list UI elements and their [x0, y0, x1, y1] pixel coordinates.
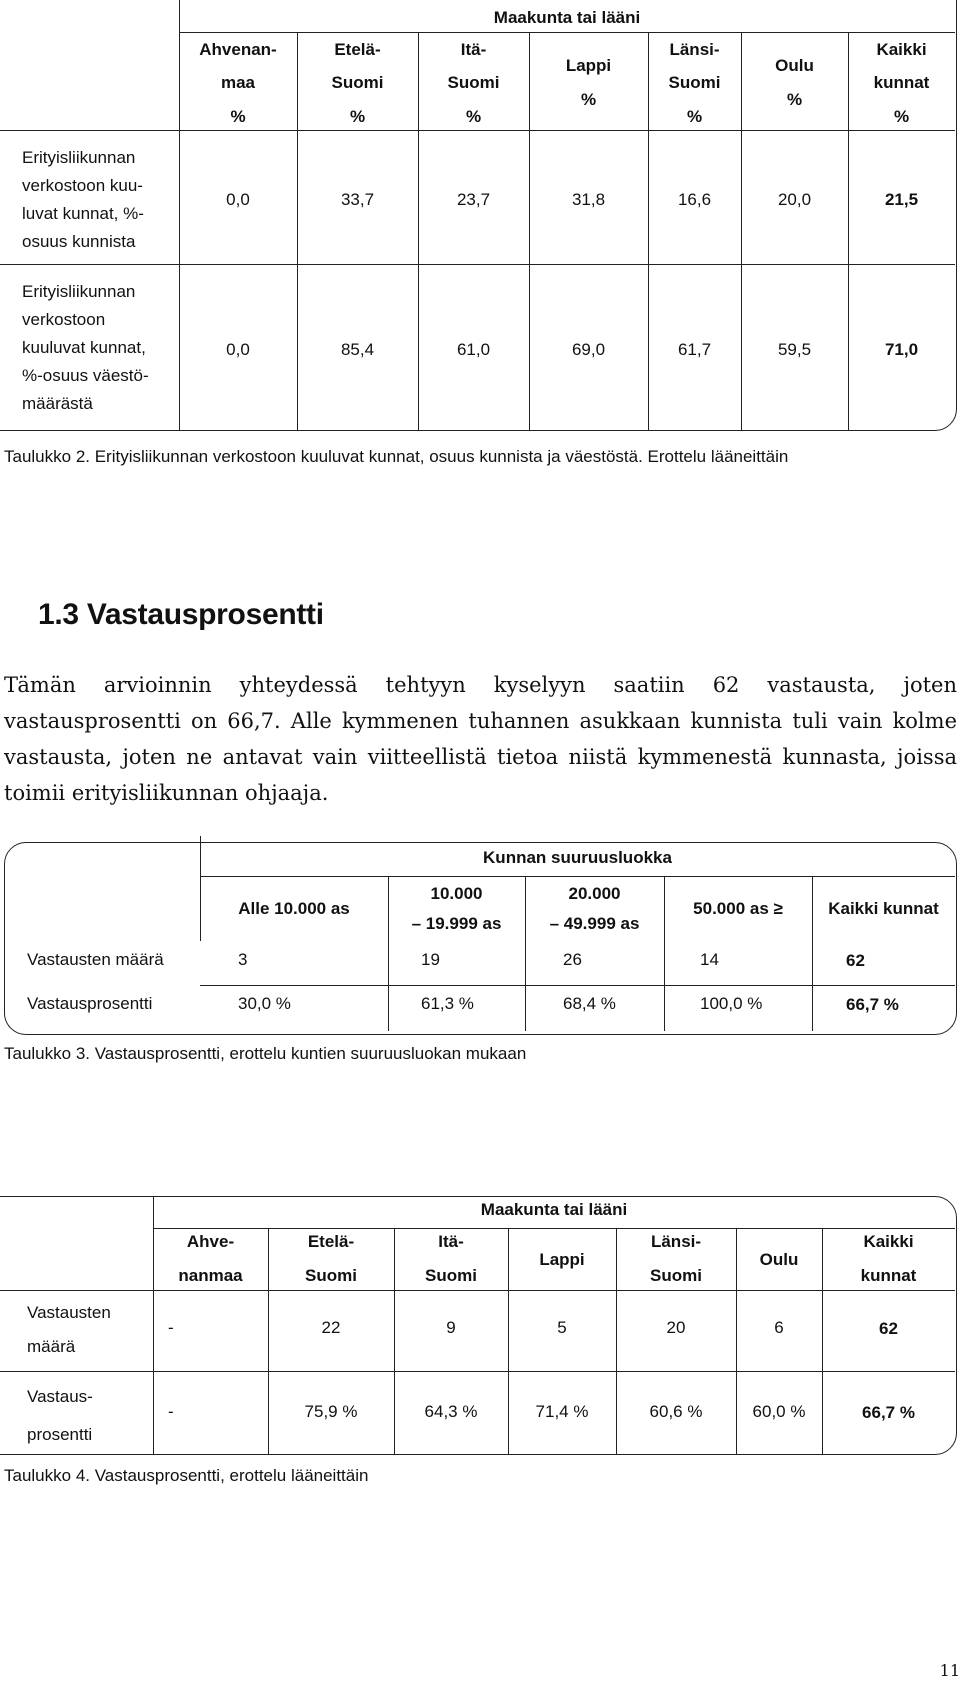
row-label-line: Vastausten: [27, 1303, 111, 1322]
column-header: 50.000 as ≥: [693, 899, 783, 918]
row-label: Vastausten määrä: [27, 950, 164, 969]
column-header: %: [465, 107, 482, 126]
table-cell: 14: [700, 950, 719, 969]
column-header: Etelä-: [307, 1232, 355, 1251]
column-header: Länsi-: [650, 1232, 702, 1251]
table-cell-total: 71,0: [884, 340, 919, 359]
table-cell-total: 62: [879, 1319, 898, 1338]
table-cell: 60,0 %: [752, 1402, 806, 1421]
row-label-line: Vastaus-: [27, 1387, 93, 1406]
column-header: Länsi-: [669, 40, 720, 59]
table-cell: -: [168, 1402, 174, 1421]
table-4-caption: Taulukko 4. Vastausprosentti, erottelu lääneittäin: [4, 1466, 369, 1485]
row-label-line: määrästä: [22, 394, 93, 413]
column-header: maa: [220, 73, 256, 92]
column-header: Itä-: [460, 40, 487, 59]
row-label: [27, 1296, 111, 1364]
table-cell: 16,6: [677, 190, 712, 209]
page-number: 11: [939, 1661, 960, 1680]
table-cell: 5: [557, 1318, 567, 1337]
table-cell: 59,5: [777, 340, 812, 359]
column-header: 20.000: [568, 884, 621, 903]
table-cell-total: 66,7 %: [862, 1403, 915, 1422]
table-cell: 23,7: [456, 190, 491, 209]
table-cell-total: 66,7 %: [846, 995, 899, 1014]
table-cell: 0,0: [226, 340, 250, 359]
table-4-row-divider: [0, 1371, 955, 1372]
table-2-group-header: Maakunta tai lääni: [493, 8, 641, 27]
table-cell: 100,0 %: [700, 994, 763, 1013]
column-header: Lappi: [539, 1250, 585, 1269]
table-2-group-underline: [179, 32, 955, 33]
column-header: %: [349, 107, 366, 126]
column-header: nanmaa: [178, 1266, 243, 1285]
row-label-line: verkostoon kuu-: [22, 176, 143, 195]
column-header: Suomi: [425, 1266, 477, 1285]
table-cell: 26: [563, 950, 582, 969]
column-header: Kaikki: [863, 1232, 914, 1251]
table-3-row-divider: [200, 985, 955, 986]
column-header: Suomi: [668, 73, 721, 92]
column-header: Kaikki: [876, 40, 927, 59]
table-4-group-header: Maakunta tai lääni: [480, 1200, 628, 1219]
column-header: Etelä-: [334, 40, 381, 59]
column-header: Alle 10.000 as: [238, 899, 350, 918]
table-cell: 20: [666, 1318, 686, 1337]
column-header: kunnat: [873, 73, 930, 92]
section-paragraph: Tämän arvioinnin yhteydessä tehtyyn kyselyyn saatiin 62 vastausta, joten vastausprosentti on 66,7. Alle kymmenen tuhannen asukkaan kunnista tuli vain kolme vastausta, joten ne antavat vain viitteellistä tietoa niistä kymmenestä kunnasta, joissa toimii erityisliikunnan ohjaaja.: [4, 673, 957, 805]
row-label-line: %-osuus väestö-: [22, 366, 149, 385]
row-label-line: prosentti: [27, 1425, 93, 1444]
column-header: %: [893, 107, 910, 126]
column-header: %: [580, 90, 597, 109]
table-cell: 20,0: [777, 190, 812, 209]
row-label: [27, 1378, 93, 1454]
table-cell: 75,9 %: [304, 1402, 358, 1421]
table-4-group-underline: [153, 1228, 955, 1229]
column-header: kunnat: [860, 1266, 917, 1285]
table-cell: 19: [421, 950, 440, 969]
column-header: Itä-: [438, 1232, 464, 1251]
row-label: [22, 144, 144, 256]
column-header: – 49.999 as: [549, 914, 640, 933]
table-cell: 33,7: [340, 190, 375, 209]
table-cell: 85,4: [340, 340, 375, 359]
table-3-group-underline: [200, 876, 955, 877]
column-header: %: [786, 90, 803, 109]
row-label-line: verkostoon: [22, 310, 106, 329]
table-3-caption: Taulukko 3. Vastausprosentti, erottelu kuntien suuruusluokan mukaan: [4, 1044, 527, 1063]
row-label-line: luvat kunnat, %-: [22, 204, 144, 223]
row-label-line: osuus kunnista: [22, 232, 136, 251]
column-header: Ahvenan-: [199, 40, 277, 59]
table-cell: 69,0: [571, 340, 606, 359]
row-label-line: määrä: [27, 1337, 76, 1356]
column-header: Suomi: [331, 73, 384, 92]
table-2-caption: Taulukko 2. Erityisliikunnan verkostoon kuuluvat kunnat, osuus kunnista ja väestöstä. Erottelu lääneittäin: [4, 447, 789, 466]
table-cell-total: 21,5: [884, 190, 919, 209]
table-2-header-divider: [0, 130, 955, 131]
table-cell: 3: [238, 950, 248, 969]
column-header: Oulu: [759, 1250, 799, 1269]
column-header: %: [230, 107, 246, 126]
table-cell-total: 62: [846, 951, 865, 970]
row-label-line: Erityisliikunnan: [22, 282, 136, 301]
table-cell: 61,0: [456, 340, 491, 359]
table-4-header-divider: [0, 1290, 955, 1291]
table-cell: 64,3 %: [424, 1402, 478, 1421]
column-header: Suomi: [650, 1266, 702, 1285]
table-cell: -: [168, 1318, 174, 1337]
table-cell: 68,4 %: [563, 994, 616, 1013]
table-cell: 9: [446, 1318, 456, 1337]
column-header: Suomi: [305, 1266, 357, 1285]
table-cell: 31,8: [571, 190, 606, 209]
row-label-line: Erityisliikunnan: [22, 148, 136, 167]
row-label-line: kuuluvat kunnat,: [22, 338, 146, 357]
table-2-label-divider: [179, 0, 180, 430]
table-cell: 22: [321, 1318, 341, 1337]
table-cell: 60,6 %: [649, 1402, 703, 1421]
column-header: Suomi: [447, 73, 500, 92]
table-cell: 71,4 %: [535, 1402, 589, 1421]
section-heading: 1.3 Vastausprosentti: [38, 598, 324, 631]
table-cell: 6: [774, 1318, 784, 1337]
table-2-row-divider: [0, 264, 955, 265]
table-cell: 61,3 %: [421, 994, 474, 1013]
column-header: – 19.999 as: [411, 914, 502, 933]
column-header: Oulu: [775, 56, 814, 75]
column-header: %: [686, 107, 703, 126]
table-cell: 30,0 %: [238, 994, 291, 1013]
table-cell: 0,0: [226, 190, 250, 209]
column-header: Lappi: [565, 56, 612, 75]
row-label: Vastausprosentti: [27, 994, 153, 1013]
column-header: Kaikki kunnat: [828, 899, 939, 918]
table-cell: 61,7: [677, 340, 712, 359]
table-3-group-header: Kunnan suuruusluokka: [483, 848, 672, 867]
row-label: [22, 278, 149, 418]
column-header: Ahve-: [186, 1232, 235, 1251]
column-header: 10.000: [430, 884, 483, 903]
